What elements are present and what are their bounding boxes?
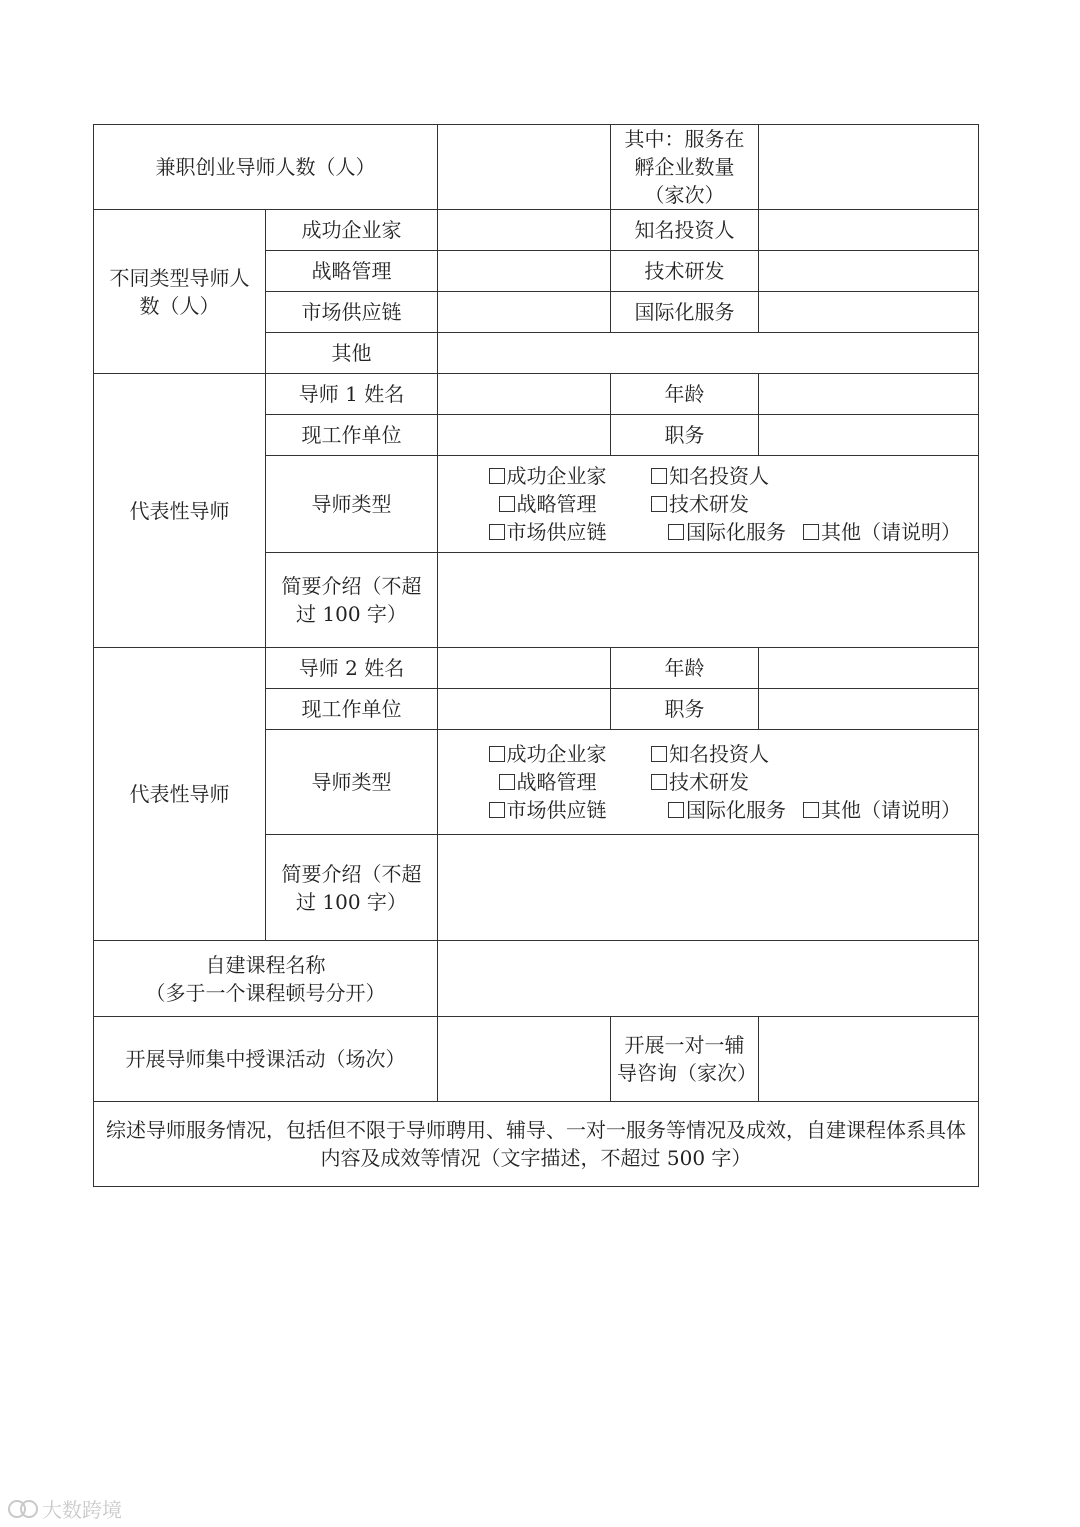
mentor-1-org-label: 现工作单位 (266, 415, 438, 456)
type-input-other[interactable] (438, 333, 979, 374)
option-label: 战略管理 (516, 492, 597, 516)
mentor-2-name-label: 导师 2 姓名 (266, 648, 438, 689)
activities-input[interactable] (438, 1017, 611, 1102)
option-row (444, 518, 972, 546)
mentor-2-org-input[interactable] (438, 689, 611, 730)
checkbox-option[interactable] (444, 462, 651, 490)
checkbox-option[interactable] (444, 490, 651, 518)
type-label-tech: 技术研发 (611, 251, 759, 292)
type-label-entrepreneur: 成功企业家 (266, 210, 438, 251)
checkbox-option[interactable] (651, 518, 803, 546)
mentor-1-intro-label: 简要介绍（不超过 100 字） (266, 553, 438, 648)
checkbox-option[interactable] (803, 796, 961, 824)
mentor-2-name-input[interactable] (438, 648, 611, 689)
logo-ring (20, 1500, 38, 1518)
option-label: 技术研发 (669, 770, 749, 794)
checkbox-option[interactable] (651, 490, 749, 518)
mentor-1-title-label: 职务 (611, 415, 759, 456)
checkbox-option[interactable] (803, 518, 961, 546)
checkbox-icon[interactable] (499, 496, 515, 512)
option-label: 其他（请说明） (821, 798, 961, 822)
part-time-mentors-input[interactable] (438, 125, 611, 210)
part-time-mentors-label: 兼职创业导师人数（人） (94, 125, 438, 210)
checkbox-option[interactable] (444, 796, 651, 824)
option-label: 成功企业家 (506, 742, 607, 766)
one-on-one-input[interactable] (759, 1017, 979, 1102)
type-label-international: 国际化服务 (611, 292, 759, 333)
courses-label: 自建课程名称 (205, 952, 326, 977)
option-label: 市场供应链 (506, 798, 607, 822)
checkbox-icon[interactable] (803, 802, 819, 818)
mentor-2-age-label: 年龄 (611, 648, 759, 689)
type-input-entrepreneur[interactable] (438, 210, 611, 251)
checkbox-icon[interactable] (651, 468, 667, 484)
served-enterprises-input[interactable] (759, 125, 979, 210)
type-input-supply-chain[interactable] (438, 292, 611, 333)
mentor-1-name-input[interactable] (438, 374, 611, 415)
mentor-2-org-label: 现工作单位 (266, 689, 438, 730)
mentor-1-title-input[interactable] (759, 415, 979, 456)
mentor-2-intro-label: 简要介绍（不超过 100 字） (266, 835, 438, 941)
courses-note: （多于一个课程顿号分开） (145, 980, 386, 1005)
mentor-2-title-input[interactable] (759, 689, 979, 730)
checkbox-option[interactable] (651, 462, 769, 490)
mentor-2-type-options (438, 730, 979, 835)
checkbox-icon[interactable] (803, 524, 819, 540)
mentor-form-table (93, 124, 979, 1187)
option-row (444, 796, 972, 824)
option-label: 技术研发 (669, 492, 749, 516)
option-label: 成功企业家 (506, 464, 607, 488)
option-label: 市场供应链 (506, 520, 607, 544)
one-on-one-label: 开展一对一辅导咨询（家次） (611, 1017, 759, 1102)
checkbox-option[interactable] (444, 740, 651, 768)
type-label-other: 其他 (266, 333, 438, 374)
mentor-types-label: 不同类型导师人数（人） (94, 210, 266, 374)
option-label: 知名投资人 (669, 742, 769, 766)
type-label-strategy: 战略管理 (266, 251, 438, 292)
mentor-2-type-label: 导师类型 (266, 730, 438, 835)
option-row (444, 740, 972, 768)
mentor-1-org-input[interactable] (438, 415, 611, 456)
served-enterprises-label: 其中：服务在孵企业数量（家次） (611, 125, 759, 210)
mentor-1-type-options (438, 456, 979, 553)
mentor-2-intro-input[interactable] (438, 835, 979, 941)
option-label: 国际化服务 (686, 520, 786, 544)
checkbox-icon[interactable] (489, 746, 505, 762)
type-input-tech[interactable] (759, 251, 979, 292)
mentor-1-group-label: 代表性导师 (94, 374, 266, 648)
option-label: 知名投资人 (669, 464, 769, 488)
type-input-investor[interactable] (759, 210, 979, 251)
mentor-2-title-label: 职务 (611, 689, 759, 730)
option-row (444, 490, 972, 518)
watermark-text: 大数跨境 (42, 1497, 122, 1522)
mentor-1-age-label: 年龄 (611, 374, 759, 415)
option-label: 战略管理 (516, 770, 597, 794)
checkbox-icon[interactable] (651, 774, 667, 790)
mentor-2-group-label: 代表性导师 (94, 648, 266, 941)
checkbox-icon[interactable] (651, 746, 667, 762)
mentor-1-type-label: 导师类型 (266, 456, 438, 553)
mentor-1-age-input[interactable] (759, 374, 979, 415)
checkbox-icon[interactable] (489, 802, 505, 818)
checkbox-option[interactable] (444, 518, 651, 546)
option-row (444, 768, 972, 796)
mentor-1-name-label: 导师 1 姓名 (266, 374, 438, 415)
checkbox-option[interactable] (651, 768, 749, 796)
activities-label: 开展导师集中授课活动（场次） (94, 1017, 438, 1102)
type-input-strategy[interactable] (438, 251, 611, 292)
checkbox-icon[interactable] (499, 774, 515, 790)
option-row (444, 462, 972, 490)
option-label: 其他（请说明） (821, 520, 961, 544)
checkbox-option[interactable] (651, 740, 769, 768)
checkbox-icon[interactable] (651, 496, 667, 512)
checkbox-option[interactable] (444, 768, 651, 796)
mentor-2-age-input[interactable] (759, 648, 979, 689)
type-label-investor: 知名投资人 (611, 210, 759, 251)
mentor-1-intro-input[interactable] (438, 553, 979, 648)
type-label-supply-chain: 市场供应链 (266, 292, 438, 333)
brand-logo-icon (8, 1498, 38, 1518)
checkbox-option[interactable] (651, 796, 803, 824)
courses-label-cell (94, 941, 438, 1017)
watermark (8, 1494, 122, 1522)
checkbox-icon[interactable] (668, 524, 684, 540)
option-label: 国际化服务 (686, 798, 786, 822)
checkbox-icon[interactable] (489, 468, 505, 484)
checkbox-icon[interactable] (668, 802, 684, 818)
type-input-international[interactable] (759, 292, 979, 333)
checkbox-icon[interactable] (489, 524, 505, 540)
summary-field[interactable]: 综述导师服务情况，包括但不限于导师聘用、辅导、一对一服务等情况及成效，自建课程体系具体内容及成效等情况（文字描述，不超过 500 字） (94, 1102, 979, 1187)
courses-input[interactable] (438, 941, 979, 1017)
